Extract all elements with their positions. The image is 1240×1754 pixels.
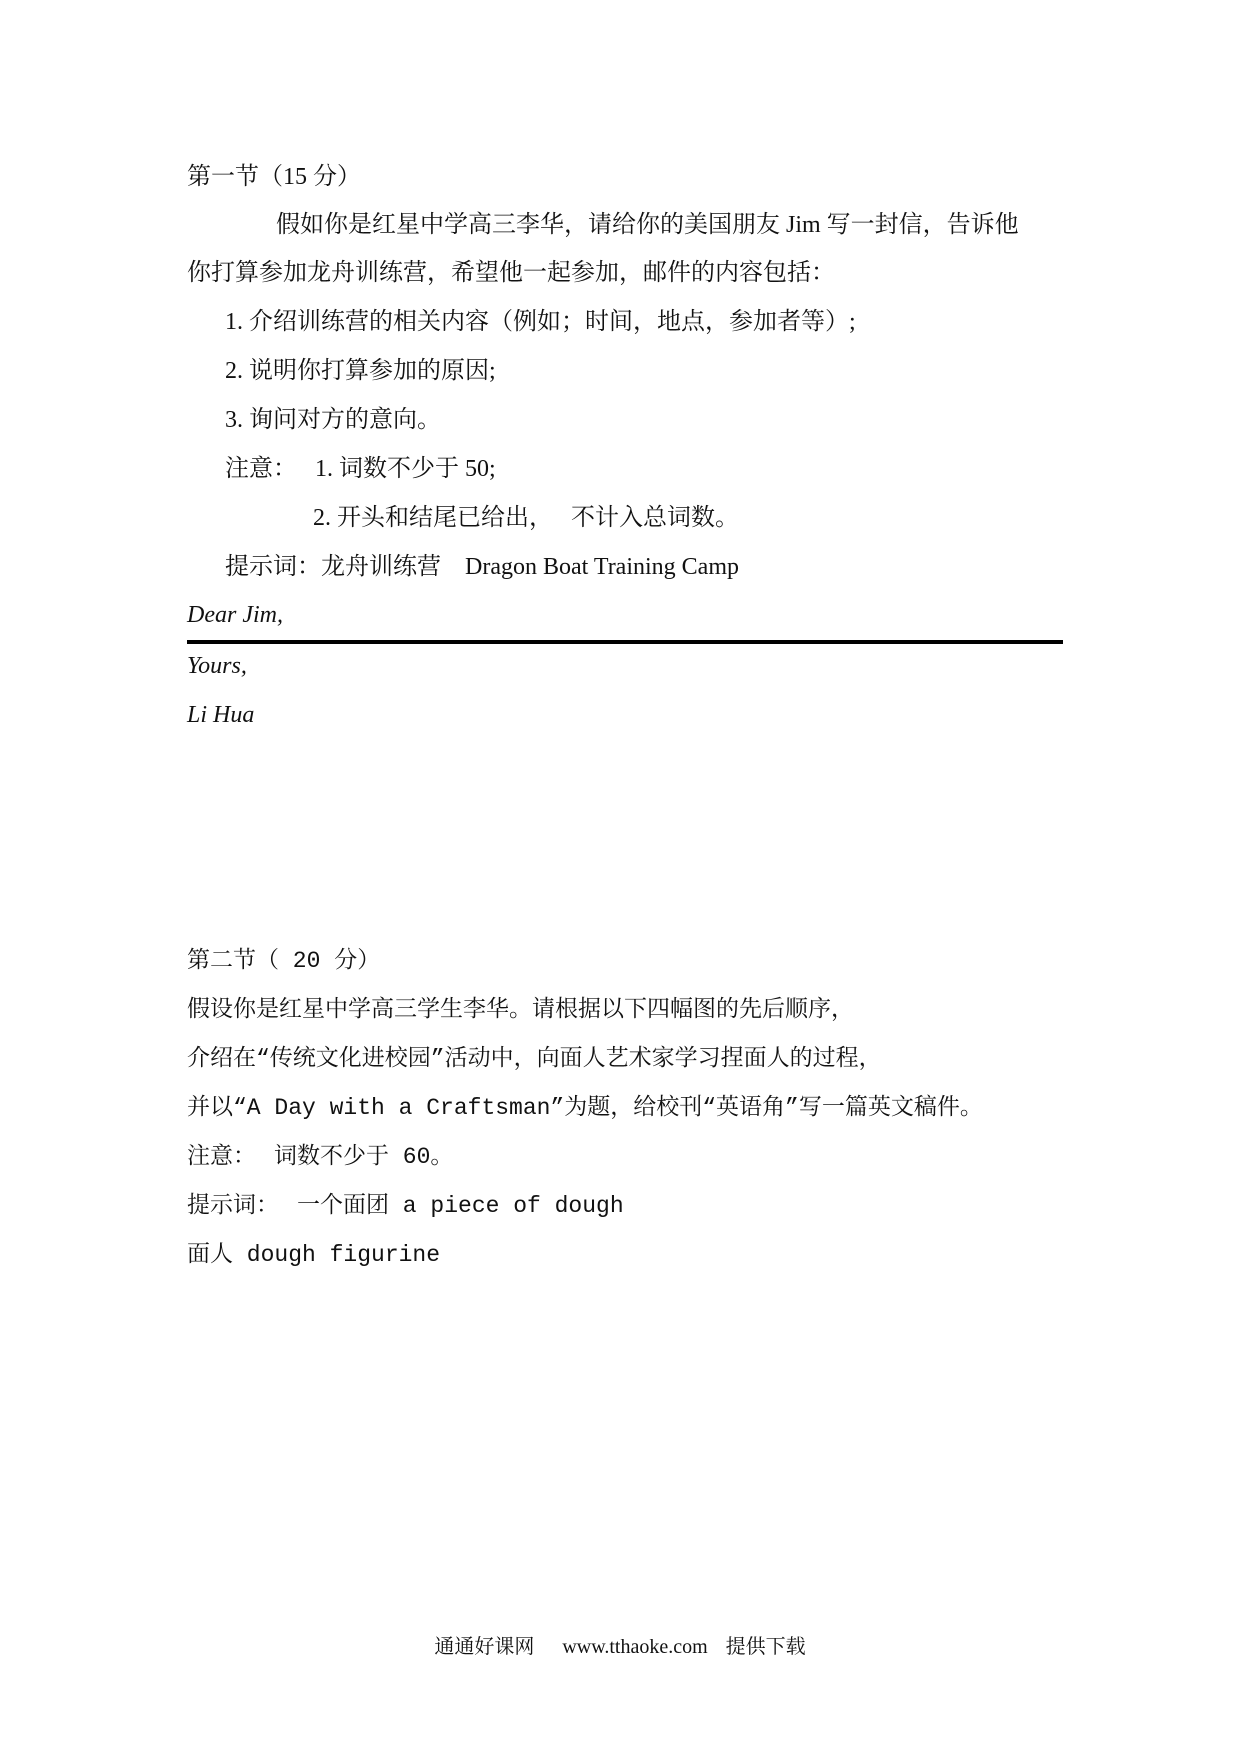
section1-item-3: 3. 询问对方的意向。 [225, 407, 441, 433]
section1-note-3: 不计入总词数。 [571, 505, 739, 531]
letter-closing: Yours, [187, 653, 247, 679]
section1-hint-row [225, 552, 739, 582]
section2-hint-label: 提示词： [187, 1193, 279, 1219]
section1-item-2: 2. 说明你打算参加的原因; [225, 358, 496, 384]
section2-line-2: 介绍在“传统文化进校园”活动中，向面人艺术家学习捏面人的过程， [187, 1046, 882, 1072]
footer-site-name: 通通好课网 [434, 1636, 535, 1658]
section2-hint-row [187, 1191, 624, 1221]
section2-heading [187, 946, 380, 976]
section1-notes-label: 注意： [225, 456, 297, 482]
section2-line-1: 假设你是红星中学高三学生李华。请根据以下四幅图的先后顺序， [187, 997, 854, 1023]
section1-hint-term: Dragon Boat Training Camp [465, 554, 739, 580]
section1-heading: 第一节（15 分） [187, 164, 361, 190]
section1-prompt-line1: 假如你是红星中学高三李华，请给你的美国朋友 Jim 写一封信，告诉他 [276, 212, 1019, 238]
section2-heading-label: 第二节 [187, 948, 256, 974]
section2-notes-text: 词数不少于 60。 [274, 1144, 454, 1170]
answer-line-divider [187, 640, 1063, 644]
section1-note-1: 1. 词数不少于 50; [315, 456, 496, 482]
section1-prompt-line2: 你打算参加龙舟训练营，希望他一起参加，邮件的内容包括： [187, 260, 835, 286]
section1-item-1: 1. 介绍训练营的相关内容（例如；时间，地点，参加者等）; [225, 309, 856, 335]
section2-line-3: 并以“A Day with a Craftsman”为题，给校刊“英语角”写一篇英文稿件。 [187, 1095, 983, 1121]
page-footer [0, 1634, 1240, 1660]
section1-notes-row1 [225, 454, 496, 484]
section1-note-2: 2. 开头和结尾已给出， [313, 505, 553, 531]
footer-suffix: 提供下载 [725, 1636, 806, 1658]
section1-hint-label: 提示词：龙舟训练营 [225, 554, 441, 580]
letter-signature: Li Hua [187, 702, 255, 728]
section2-notes-label: 注意： [187, 1144, 256, 1170]
letter-salutation: Dear Jim, [187, 602, 283, 628]
section1-notes-row2 [313, 503, 739, 533]
section2-hint-1: 一个面团 a piece of dough [297, 1193, 624, 1219]
footer-url: www.tthaoke.com [562, 1636, 708, 1658]
section2-hint-2: 面人 dough figurine [187, 1242, 441, 1268]
section2-notes-row [187, 1142, 453, 1172]
section2-heading-score: （ 20 分） [256, 948, 381, 974]
